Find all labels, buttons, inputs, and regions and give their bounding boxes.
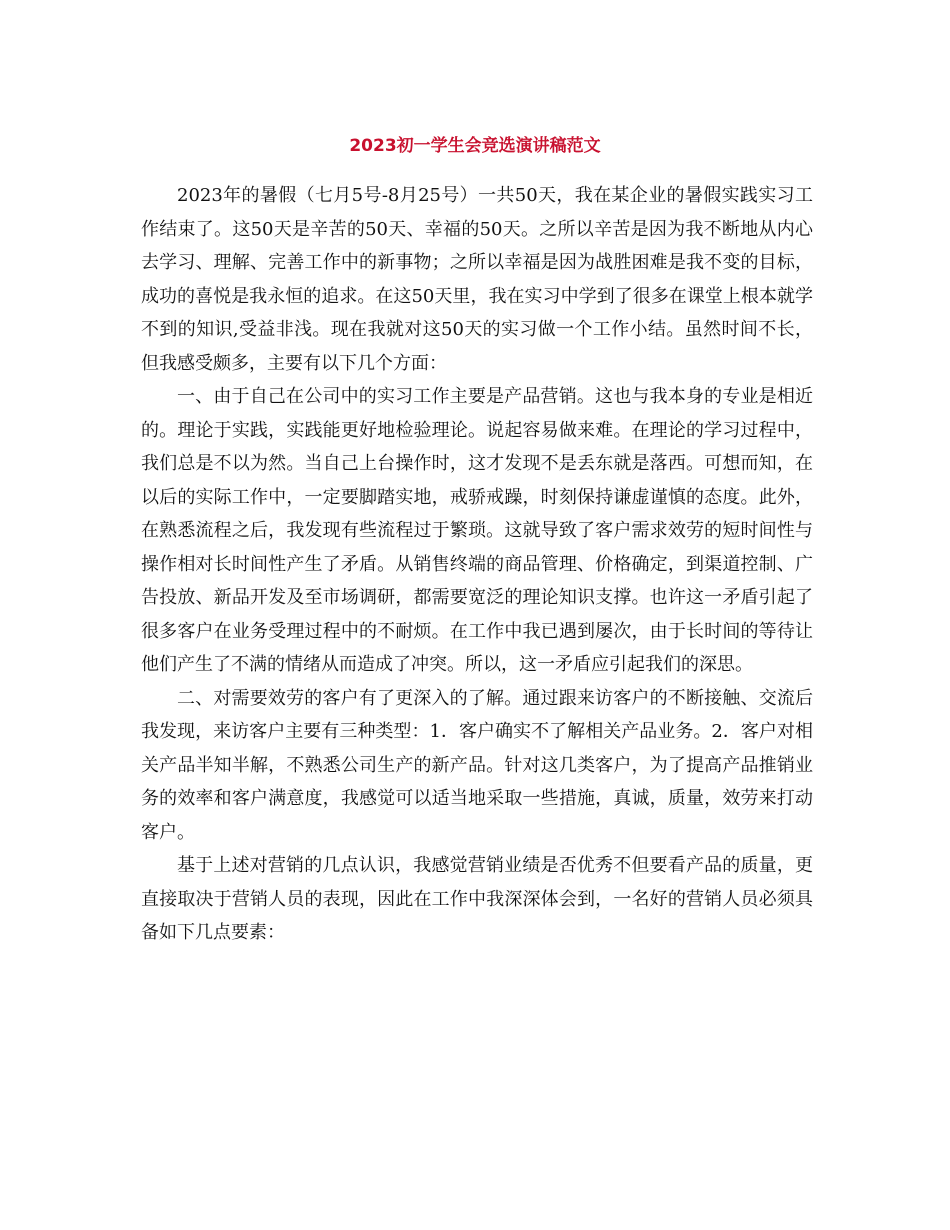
document-title: 2023初一学生会竞选演讲稿范文 <box>349 136 601 156</box>
paragraph: 基于上述对营销的几点认识，我感觉营销业绩是否优秀不但要看产品的质量，更直接取决于营销人员的表现，因此在工作中我深深体会到，一名好的营销人员必须具备如下几点要素： <box>141 855 813 943</box>
paragraph: 一、由于自己在公司中的实习工作主要是产品营销。这也与我本身的专业是相近的。理论于实践，实践能更好地检验理论。说起容易做来难。在理论的学习过程中，我们总是不以为然。当自己上台操作时，这才发现不是丢东就是落西。可想而知，在以后的实际工作中，一定要脚踏实地，戒骄戒躁，时刻保持谦虚谨慎的态度。此外，在熟悉流程之后，我发现有些流程过于繁琐。这就导致了客户需求效劳的短时间性与操作相对长时间性产生了矛盾。从销售终端的商品管理、价格确定，到渠道控制、广告投放、新品开发及至市场调研，都需要宽泛的理论知识支撑。也许这一矛盾引起了很多客户在业务受理过程中的不耐烦。在工作中我已遇到屡次，由于长时间的等待让他们产生了不满的情绪从而造成了冲突。所以，这一矛盾应引起我们的深思。 <box>141 386 813 675</box>
paragraph: 二、对需要效劳的客户有了更深入的了解。通过跟来访客户的不断接触、交流后我发现，来访客户主要有三种类型：1．客户确实不了解相关产品业务。2．客户对相关产品半知半解，不熟悉公司生产的新产品。针对这几类客户，为了提高产品推销业务的效率和客户满意度，我感觉可以适当地采取一些措施，真诚，质量，效劳来打动客户。 <box>141 687 813 843</box>
document-body <box>141 179 813 950</box>
paragraph: 2023年的暑假（七月5号-8月25号）一共50天，我在某企业的暑假实践实习工作结束了。这50天是辛苦的50天、幸福的50天。之所以辛苦是因为我不断地从内心去学习、理解、完善工作中的新事物；之所以幸福是因为战胜困难是我不变的目标，成功的喜悦是我永恒的追求。在这50天里，我在实习中学到了很多在课堂上根本就学不到的知识,受益非浅。现在我就对这50天的实习做一个工作小结。虽然时间不长，但我感受颇多，主要有以下几个方面： <box>141 185 813 374</box>
